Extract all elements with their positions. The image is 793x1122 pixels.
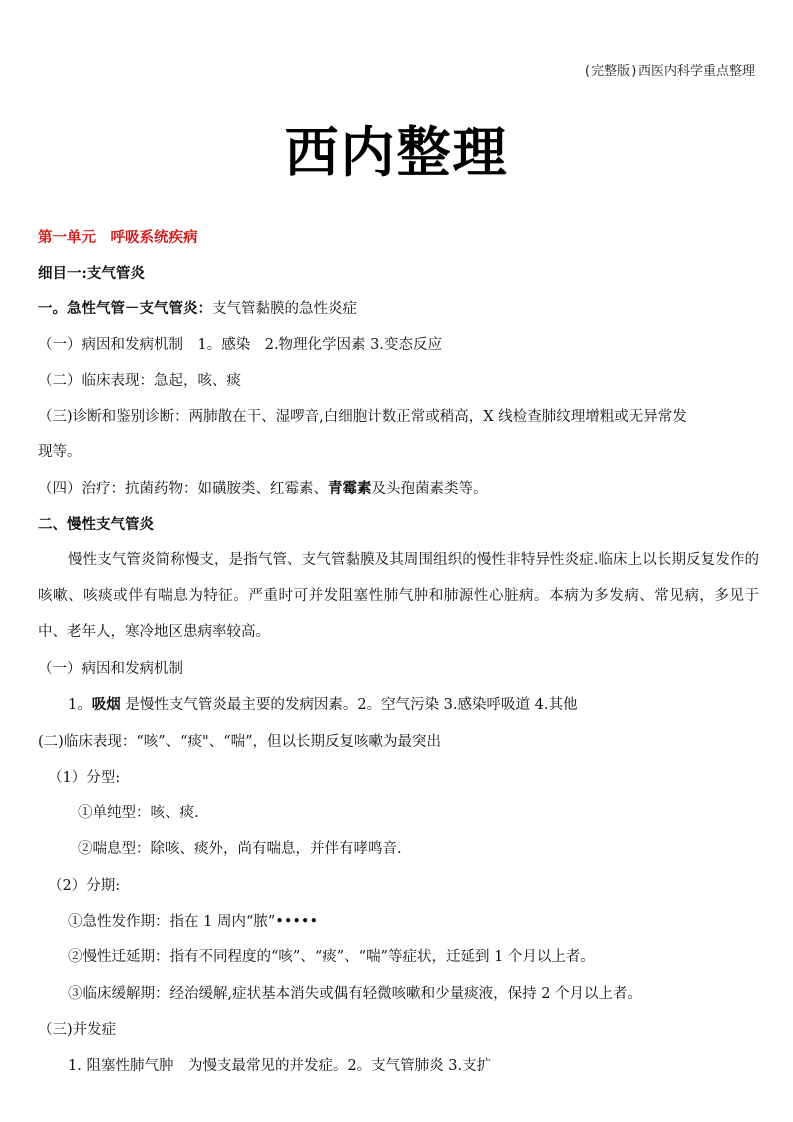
treatment-post: 及头孢菌素类等。 <box>371 481 488 497</box>
complication-line: 1. 阻塞性肺气肿 为慢支最常见的并发症。2。支气管肺炎 3.支扩 <box>68 1058 492 1074</box>
treatment-bold: 青霉素 <box>328 480 372 497</box>
chronic-cause-heading: （一）病因和发病机制 <box>38 661 183 677</box>
type-asthma: ②喘息型：除咳、痰外，尚有喘息，并伴有哮鸣音. <box>78 841 402 857</box>
stage-heading: （2）分期: <box>48 878 121 894</box>
chronic-cause-line <box>68 694 761 716</box>
stage-acute: ①急性发作期：指在 1 周内“脓”••••• <box>68 914 319 930</box>
typing-heading: （1）分型: <box>48 770 121 786</box>
treatment-pre: （四）治疗：抗菌药物：如磺胺类、红霉素、 <box>38 481 328 497</box>
acute-treatment-line <box>38 478 761 500</box>
acute-clinical-line: （二）临床表现：急起，咳、痰 <box>38 373 241 389</box>
cause-post: 是慢性支气管炎最主要的发病因素。2。空气污染 3.感染呼吸道 4.其他 <box>120 697 578 713</box>
acute-cause-line: （一）病因和发病机制 1。感染 2.物理化学因素 3.变态反应 <box>38 337 443 353</box>
document-title: 西内整理 <box>284 120 509 184</box>
stage-remission: ③临床缓解期：经治缓解,症状基本消失或偶有轻微咳嗽和少量痰液，保持 2 个月以上者。 <box>68 986 643 1002</box>
complication-heading: （三)并发症 <box>38 1022 117 1038</box>
acute-diagnosis-line-1: （三)诊断和鉴别诊断：两肺散在干、湿啰音,白细胞计数正常或稍高，X 线检查肺纹理增粗或无异常发 <box>38 409 687 425</box>
chronic-bronchitis-heading: 二、慢性支气管炎 <box>38 516 154 533</box>
acute-diagnosis-line-2: 现等。 <box>38 444 82 460</box>
acute-bronchitis-heading <box>38 298 761 320</box>
cause-bold: 吸烟 <box>91 696 121 713</box>
chronic-clinical-heading: (二)临床表现：“咳”、“痰"、“喘”，但以长期反复咳嗽为最突出 <box>38 734 442 750</box>
chronic-intro-paragraph: 慢性支气管炎简称慢支，是指气管、支气管黏膜及其周围组织的慢性非特异性炎症.临床上以长期反复发作的咳嗽、咳痰或伴有喘息为特征。严重时可并发阻塞性肺气肿和肺源性心脏病。本病为多发病、常见病，多见于中、老年人，寒冷地区患病率较高。 <box>38 552 759 640</box>
running-header: (完整版)西医内科学重点整理 <box>583 64 755 79</box>
type-simple: ①单纯型：咳、痰. <box>78 805 199 821</box>
sub-item-heading: 细目一:支气管炎 <box>38 265 145 282</box>
acute-heading-bold: 一。急性气管－支气管炎： <box>38 300 212 317</box>
stage-chronic: ②慢性迁延期：指有不同程度的“咳”、“痰”、“喘”等症状，迁延到 1 个月以上者。 <box>68 949 595 965</box>
cause-pre: 1。 <box>68 697 92 713</box>
acute-heading-rest: 支气管黏膜的急性炎症 <box>212 301 357 317</box>
unit-heading: 第一单元 呼吸系统疾病 <box>38 229 198 246</box>
